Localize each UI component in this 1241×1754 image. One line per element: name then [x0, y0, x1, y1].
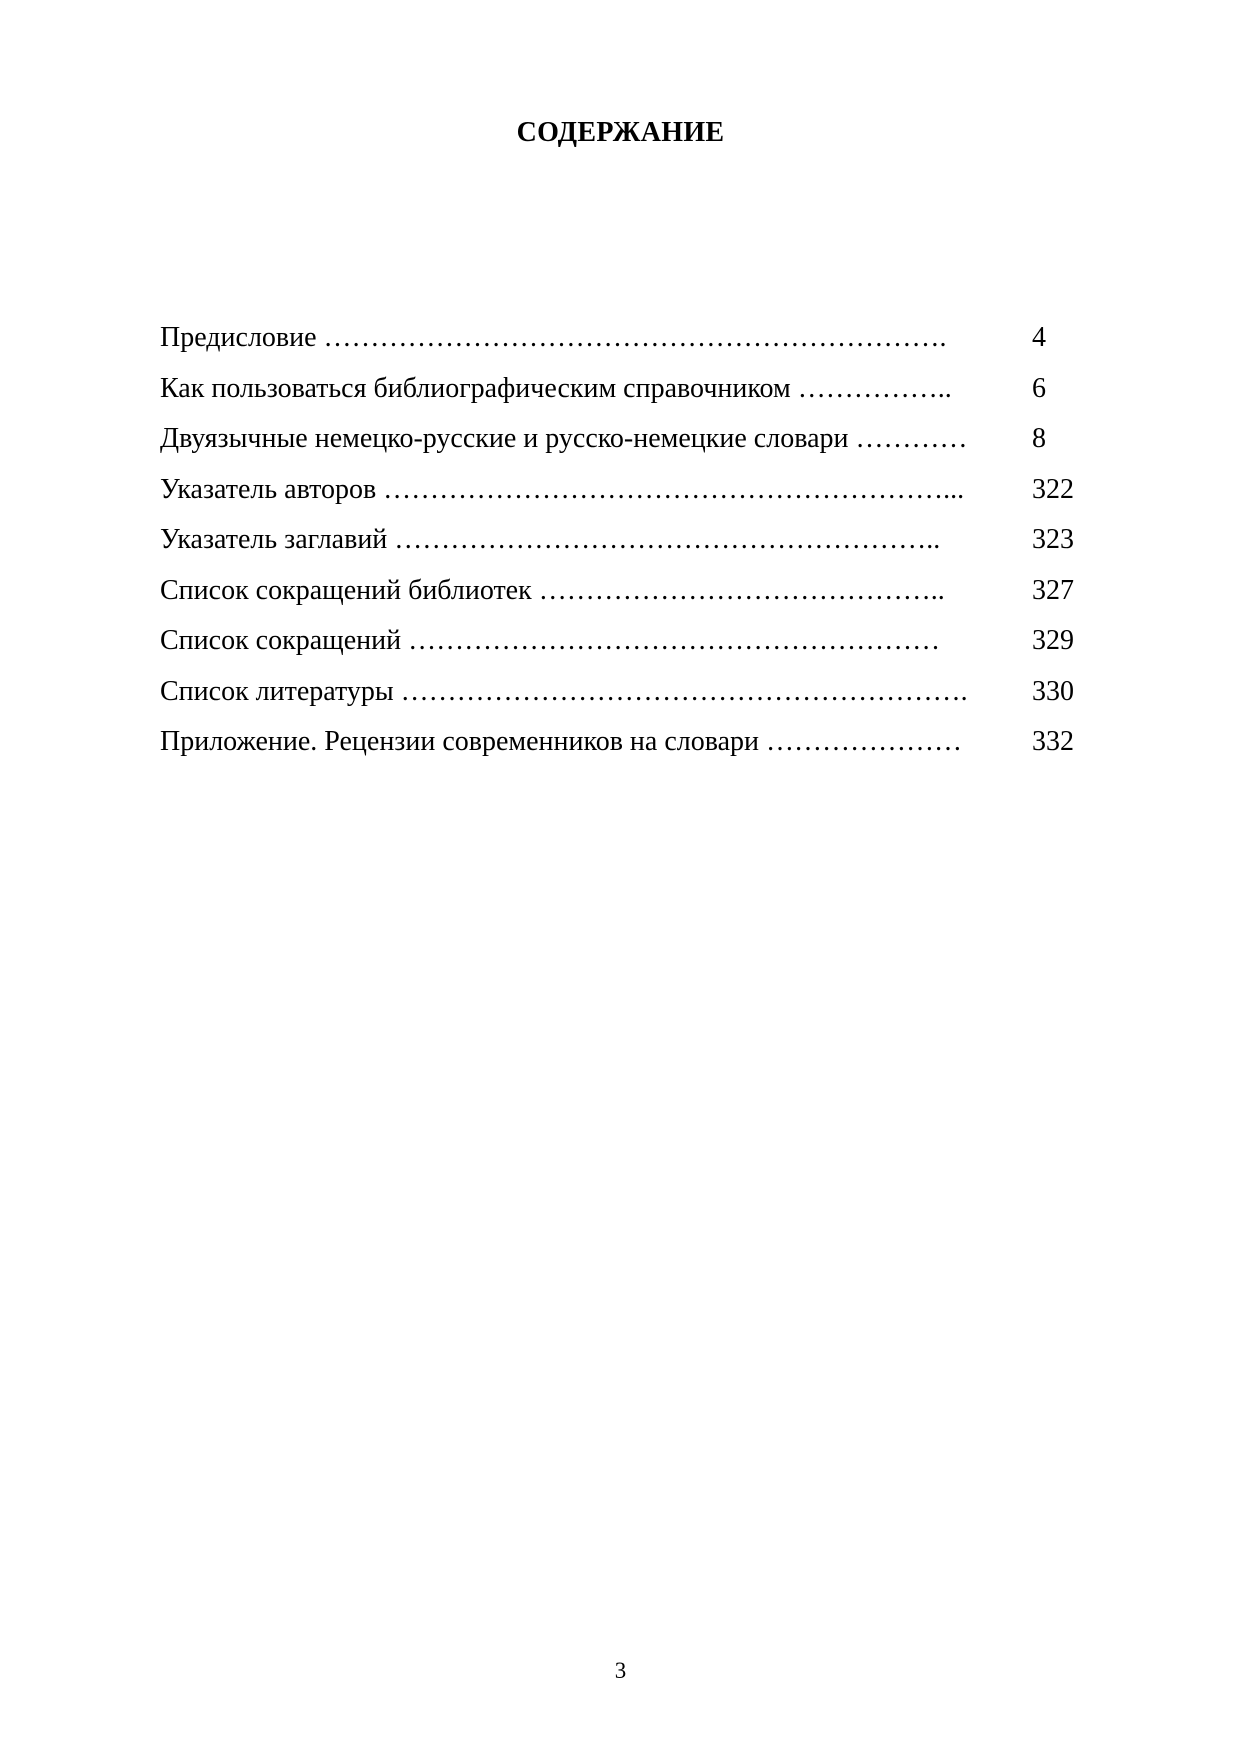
toc-entry-appendix: [160, 722, 1080, 773]
table-of-contents: [160, 318, 1080, 773]
toc-entry-label: Указатель заглавий …………………………………………………..: [160, 524, 941, 555]
toc-entry-library-abbreviations: [160, 571, 1080, 622]
toc-entry-page: 4: [1032, 322, 1046, 353]
page-title: СОДЕРЖАНИЕ: [516, 117, 725, 148]
toc-entry-label: Двуязычные немецко-русские и русско-немецкие словари …………: [160, 423, 968, 454]
toc-entry-label: Как пользоваться библиографическим справочником ……………..: [160, 372, 952, 404]
toc-entry-how-to-use: [160, 369, 1080, 420]
toc-entry-label: Список литературы …………………………………………………….: [160, 675, 968, 707]
toc-entry-page: 322: [1032, 473, 1074, 505]
toc-entry-title-index: [160, 520, 1080, 571]
toc-entry-label: Предисловие ………………………………………………………….: [160, 322, 947, 353]
toc-entry-page: 332: [1032, 726, 1074, 757]
toc-entry-page: 329: [1032, 625, 1074, 656]
toc-entry-abbreviations: [160, 621, 1080, 672]
toc-entry-label: Список сокращений …………………………………………………: [160, 625, 941, 656]
toc-entry-references: [160, 672, 1080, 723]
page-number: 3: [614, 1658, 627, 1683]
toc-entry-page: 323: [1032, 524, 1074, 555]
toc-entry-dictionaries: [160, 419, 1080, 470]
toc-entry-page: 327: [1032, 574, 1074, 606]
toc-entry-page: 330: [1032, 675, 1074, 707]
toc-entry-label: Приложение. Рецензии современников на словари …………………: [160, 726, 962, 757]
toc-entry-preface: [160, 318, 1080, 369]
toc-entry-label: Список сокращений библиотек ……………………………………..: [160, 574, 945, 606]
toc-entry-author-index: [160, 470, 1080, 521]
toc-entry-page: 8: [1032, 423, 1046, 454]
toc-entry-label: Указатель авторов ……………………………………………………...: [160, 473, 965, 505]
toc-entry-page: 6: [1032, 372, 1046, 404]
